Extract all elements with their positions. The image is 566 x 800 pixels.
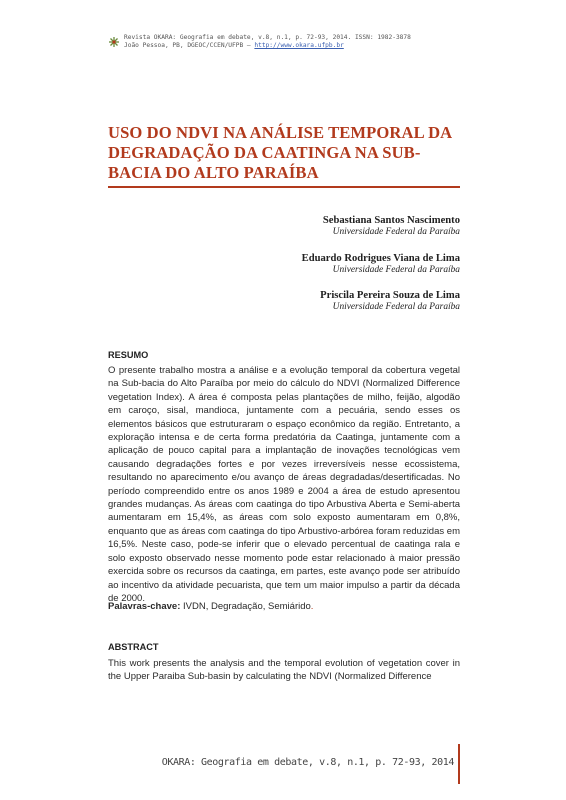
journal-website-link[interactable]: http://www.okara.ufpb.br — [254, 42, 344, 50]
abstract-heading: ABSTRACT — [108, 642, 159, 652]
okara-leaf-logo-icon — [108, 36, 120, 48]
keywords-end: . — [310, 601, 314, 612]
footer-divider — [458, 744, 460, 784]
keywords-list: IVDN, Degradação, Semiárido — [180, 601, 311, 612]
keywords-label: Palavras-chave: — [108, 601, 181, 612]
resumo-paragraph: O presente trabalho mostra a análise e a evolução temporal da cobertura vegetal na Sub-bacia do Alto Paraíba por meio do cálculo do NDVI (Normalized Difference vegetation Index). A área é composta pelas plantações de milho, feijão, algodão em caroço, sisal, mandioca, juntamente com a pecuária, sendo esses os elementos básicos que estruturaram o espaço econômico da região. Entretanto, a exploração intensa e de certa forma predatória da Caatinga, juntamente com a aplicação de pouco capital para a implantação de inovações tecnológicas vem causando degradações fortes e por vezes irreversíveis nesse ecossistema, resultando no aparecimento e/ou avanço de áreas degradadas/desertificadas. No período compreendido entre os anos 1989 e 2004 a área de estudo apresentou grandes mudanças. As áreas com caatinga do tipo Arbustiva Aberta e Semi-aberta aumentaram em 15,4%, as áreas com solo exposto aumentaram em 0,8%, enquanto que as áreas com caatinga do tipo Arbustivo-arbórea foram reduzidas em 16,5%. Neste caso, pode-se inferir que o elevado percentual de caatinga rala e solo exposto observado nesse momento pode estar relacionado à maior pressão exercida sobre os recursos da caatinga, em partes, este avanço pode ser atribuído ao incentivo da atividade pecuarista, que tem um maior impulso a partir da década de 2000. — [108, 365, 460, 604]
author-affiliation: Universidade Federal da Paraíba — [332, 302, 460, 312]
article-title: USO DO NDVI NA ANÁLISE TEMPORAL DA DEGRADAÇÃO DA CAATINGA NA SUB-BACIA DO ALTO PARAÍBA — [108, 123, 452, 182]
author-block-2 — [302, 252, 460, 276]
footer-citation: OKARA: Geografia em debate, v.8, n.1, p. 72-93, 2014 — [161, 757, 454, 768]
author-block-1 — [323, 214, 460, 238]
author-name: Sebastiana Santos Nascimento — [322, 215, 460, 226]
author-affiliation: Universidade Federal da Paraíba — [332, 265, 460, 275]
author-affiliation: Universidade Federal da Paraíba — [332, 227, 460, 237]
author-name: Priscila Pereira Souza de Lima — [320, 290, 460, 301]
journal-location-line — [124, 42, 411, 50]
journal-location-text: João Pessoa, PB, DGEOC/CCEN/UFPB – — [124, 42, 255, 50]
author-name: Eduardo Rodrigues Viana de Lima — [301, 253, 460, 264]
author-block-3 — [320, 289, 460, 313]
journal-citation-line: Revista OKARA: Geografia em debate, v.8, n.1, p. 72-93, 2014. ISSN: 1982-3878 — [124, 34, 411, 41]
keywords-line — [108, 601, 313, 612]
title-divider — [108, 186, 460, 188]
resumo-heading: RESUMO — [108, 350, 149, 360]
abstract-paragraph: This work presents the analysis and the temporal evolution of vegetation cover in the Upper Paraiba Sub-basin by calculating the NDVI (Normalized Difference — [108, 658, 460, 683]
journal-header — [124, 34, 411, 50]
